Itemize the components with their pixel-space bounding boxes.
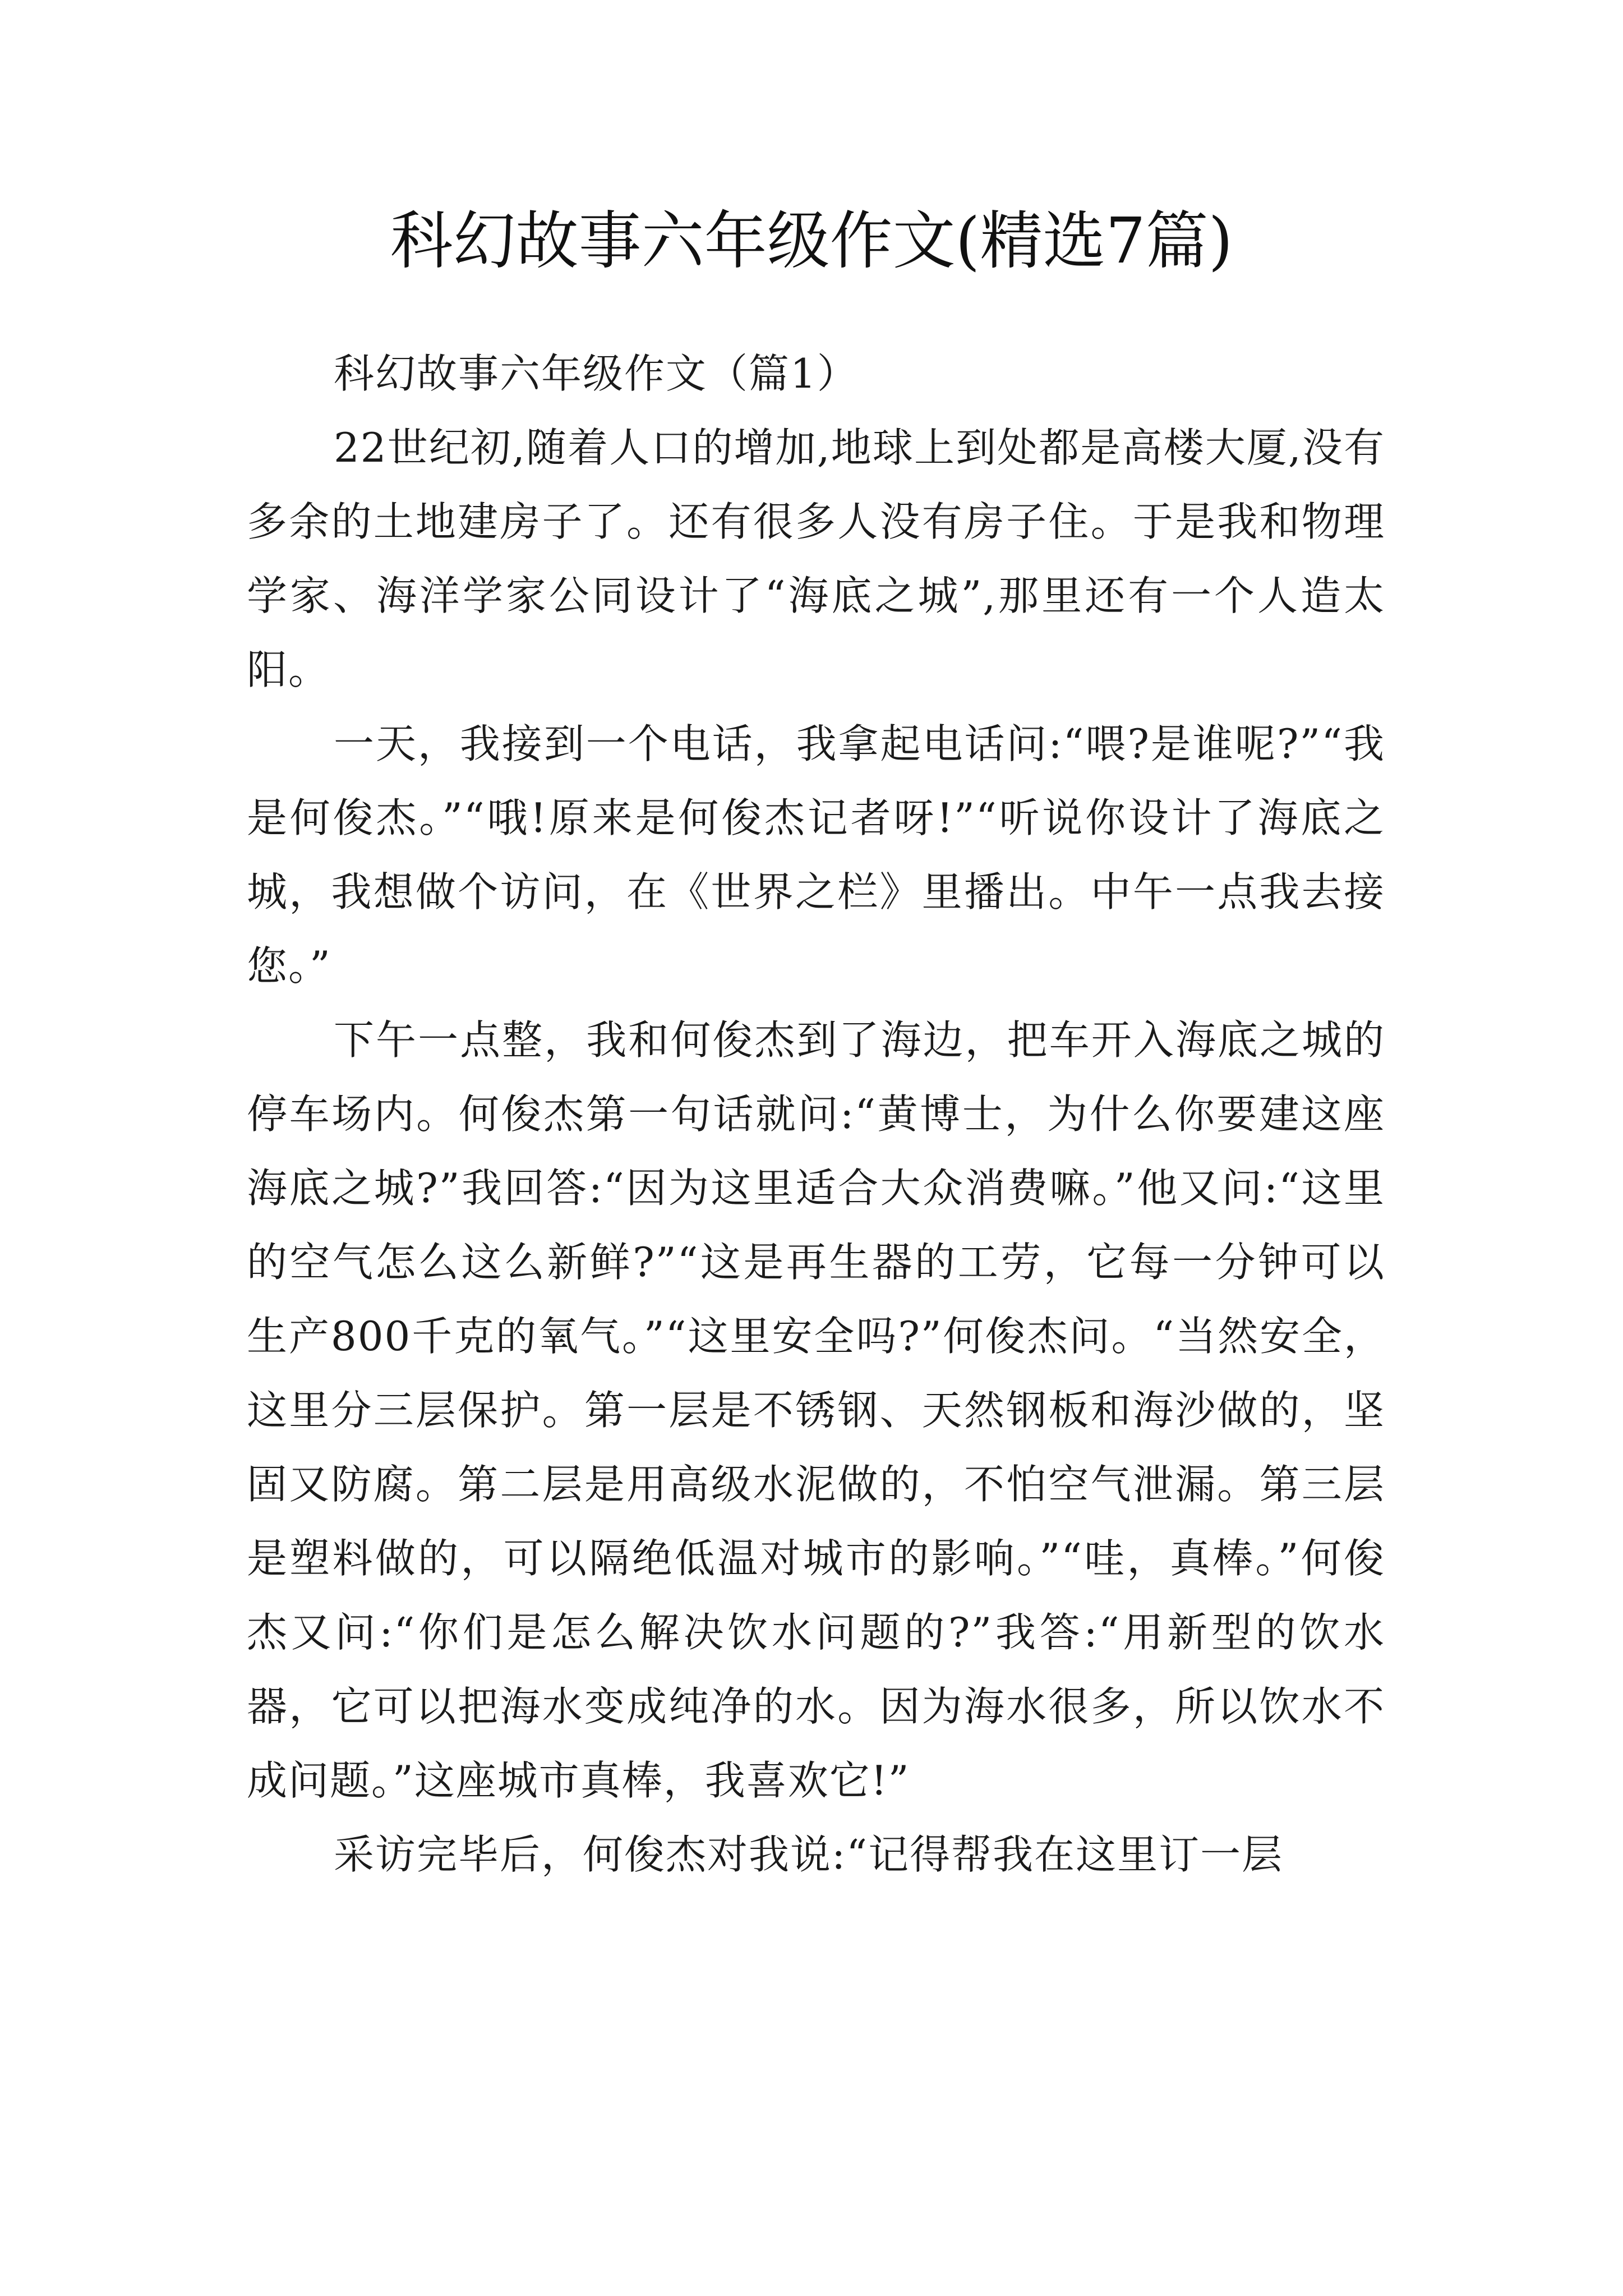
paragraph: 一天，我接到一个电话，我拿起电话问:“喂?是谁呢?”“我是何俊杰。”“哦!原来是何俊杰记者呀!”“听说你设计了海底之城，我想做个访问，在《世界之栏》里播出。中午一点我去接您。” — [247, 720, 1385, 990]
paragraph: 22世纪初,随着人口的增加,地球上到处都是高楼大厦,没有多余的土地建房子了。还有很多人没有房子住。于是我和物理学家、海洋学家公同设计了“海底之城”,那里还有一个人造太阳。 — [247, 424, 1385, 693]
document-title: 科幻故事六年级作文(精选7篇) — [390, 205, 1233, 278]
paragraph: 采访完毕后，何俊杰对我说:“记得帮我在这里订一层 — [334, 1831, 1284, 1878]
document-body — [247, 337, 1385, 1892]
paragraph: 下午一点整，我和何俊杰到了海边，把车开入海底之城的停车场内。何俊杰第一句话就问:“黄博士，为什么你要建这座海底之城?”我回答:“因为这里适合大众消费嘛。”他又问:“这里的空气怎么这么新鲜?”“这是再生器的工劳，它每一分钟可以生产800千克的氧气。”“这里安全吗?”何俊杰问。“当然安全，这里分三层保护。第一层是不锈钢、天然钢板和海沙做的，坚固又防腐。第二层是用高级水泥做的，不怕空气泄漏。第三层是塑料做的，可以隔绝低温对城市的影响。”“哇，真棒。”何俊杰又问:“你们是怎么解决饮水问题的?”我答:“用新型的饮水器，它可以把海水变成纯净的水。因为海水很多，所以饮水不成问题。”这座城市真棒，我喜欢它!” — [247, 1016, 1385, 1804]
section-heading: 科幻故事六年级作文（篇1） — [334, 350, 859, 397]
